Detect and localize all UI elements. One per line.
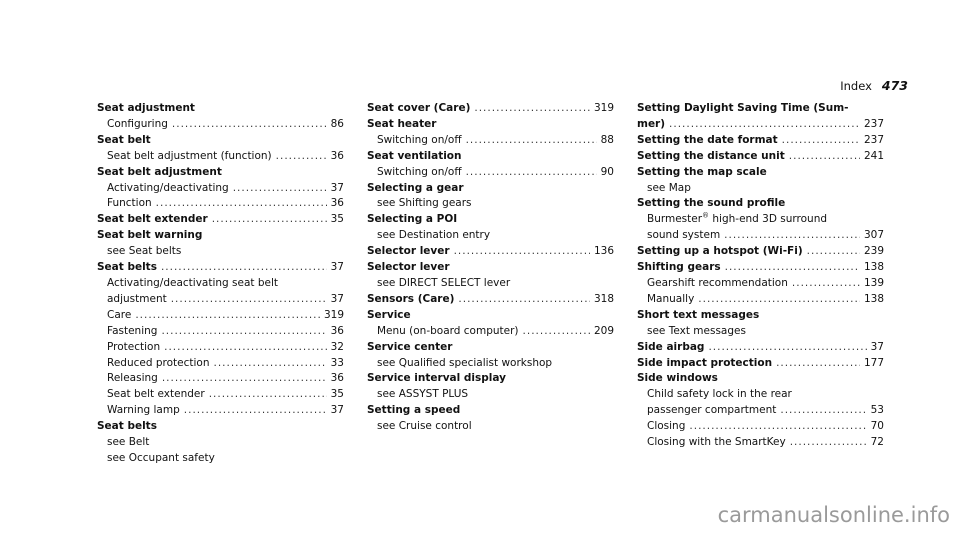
subentry-page: 36 xyxy=(330,149,344,162)
leader-dots xyxy=(212,212,327,228)
entry-title: Setting the sound profile xyxy=(637,197,786,210)
entry-title: Seat heater xyxy=(367,117,437,130)
entry-heading xyxy=(97,228,344,244)
index-column-1 xyxy=(97,101,344,467)
entry-heading xyxy=(637,260,884,276)
leader-dots xyxy=(776,356,860,372)
leader-dots xyxy=(698,292,860,308)
index-entry xyxy=(97,228,344,260)
subentry-text: Warning lamp xyxy=(107,404,180,417)
entry-title: Seat belts xyxy=(97,261,157,274)
index-entry xyxy=(637,196,884,244)
entry-title: Setting Daylight Saving Time (Sum- xyxy=(637,102,849,114)
entry-page: 237 xyxy=(863,133,884,146)
subentry-text xyxy=(647,212,827,228)
entry-title: Service interval display xyxy=(367,372,506,385)
entry-title: Service center xyxy=(367,340,453,353)
leader-dots xyxy=(466,133,597,149)
subentry-text: see Text messages xyxy=(647,324,746,337)
subentry-page: 36 xyxy=(330,324,344,337)
entry-page: 37 xyxy=(870,340,884,353)
entry-heading xyxy=(97,133,344,149)
page-number: 473 xyxy=(881,78,908,93)
entry-page: 319 xyxy=(593,102,614,114)
leader-dots xyxy=(725,260,860,276)
entry-title: Setting the date format xyxy=(637,133,778,146)
subentry-text: Closing with the SmartKey xyxy=(647,436,786,449)
leader-dots xyxy=(724,228,860,244)
entry-heading xyxy=(637,244,884,260)
subentry xyxy=(97,244,344,260)
leader-dots xyxy=(164,340,327,356)
subentry-text: passenger compartment xyxy=(647,404,777,417)
entry-heading xyxy=(637,117,884,133)
entry-title: Side impact protection xyxy=(637,356,773,369)
entry-page: 241 xyxy=(863,149,884,162)
leader-dots xyxy=(474,101,590,117)
leader-dots xyxy=(792,276,860,292)
subentry-page: 72 xyxy=(870,436,884,449)
subentry xyxy=(97,308,344,324)
entry-heading xyxy=(637,165,884,181)
index-entry xyxy=(367,371,614,403)
subentry-page: 37 xyxy=(330,404,344,417)
subentry-page: 36 xyxy=(330,372,344,385)
index-entry xyxy=(367,181,614,213)
entry-title: Seat adjustment xyxy=(97,102,195,114)
index-entry xyxy=(637,356,884,372)
entry-title: Side windows xyxy=(637,372,718,385)
subentry-page: 307 xyxy=(863,229,884,242)
leader-dots xyxy=(708,340,866,356)
index-entry xyxy=(367,117,614,149)
index-entry xyxy=(637,165,884,197)
entry-heading xyxy=(97,260,344,276)
subentry xyxy=(367,228,614,244)
subentry-text-part: high-end 3D surround xyxy=(709,213,828,226)
subentry-text: Care xyxy=(107,308,132,321)
index-entry xyxy=(97,101,344,133)
index-column-3 xyxy=(637,101,884,451)
subentry-page: 209 xyxy=(593,324,614,337)
subentry-text: Gearshift recommendation xyxy=(647,276,788,289)
subentry xyxy=(97,276,344,292)
leader-dots xyxy=(162,371,327,387)
entry-heading xyxy=(637,340,884,356)
subentry-text: Protection xyxy=(107,340,161,353)
leader-dots xyxy=(523,324,590,340)
subentry-text: see DIRECT SELECT lever xyxy=(377,276,511,289)
leader-dots xyxy=(689,419,866,435)
entry-heading xyxy=(97,165,344,181)
subentry-text: see ASSYST PLUS xyxy=(377,388,469,401)
entry-page: 239 xyxy=(863,245,884,258)
index-entry xyxy=(637,133,884,149)
entry-title: Selector lever xyxy=(367,245,450,258)
subentry-text: sound system xyxy=(647,229,721,242)
entry-page: 35 xyxy=(330,213,344,226)
subentry-text: Child safety lock in the rear xyxy=(647,388,792,401)
subentry xyxy=(367,324,614,340)
subentry xyxy=(637,276,884,292)
entry-heading xyxy=(367,292,614,308)
entry-title: Shifting gears xyxy=(637,261,721,274)
subentry-text: see Belt xyxy=(107,436,150,449)
subentry xyxy=(637,212,884,228)
subentry-page: 35 xyxy=(330,388,344,401)
entry-heading xyxy=(637,196,884,212)
entry-page: 136 xyxy=(593,245,614,258)
leader-dots xyxy=(172,117,327,133)
subentry-page: 53 xyxy=(870,404,884,417)
subentry xyxy=(637,228,884,244)
subentry-text: see Seat belts xyxy=(107,245,182,258)
subentry-text: Manually xyxy=(647,292,695,305)
entry-heading xyxy=(367,117,614,133)
subentry-text: Activating/deactivating seat belt xyxy=(107,276,279,289)
entry-title: Selecting a gear xyxy=(367,181,464,194)
subentry xyxy=(637,435,884,451)
entry-title: Selector lever xyxy=(367,261,450,274)
entry-heading xyxy=(367,308,614,324)
subentry-text: see Cruise control xyxy=(377,420,472,433)
leader-dots xyxy=(209,387,327,403)
index-entry xyxy=(367,212,614,244)
subentry-text: see Occupant safety xyxy=(107,451,215,464)
subentry xyxy=(97,403,344,419)
index-entry xyxy=(367,101,614,117)
entry-heading xyxy=(367,181,614,197)
entry-heading xyxy=(367,371,614,387)
entry-title: Setting up a hotspot (Wi-Fi) xyxy=(637,245,803,258)
entry-page: 318 xyxy=(593,292,614,305)
index-entry xyxy=(637,308,884,340)
subentry-page: 90 xyxy=(600,165,614,178)
index-entry xyxy=(367,244,614,260)
entry-title: Seat belt warning xyxy=(97,229,203,242)
index-entry xyxy=(367,292,614,308)
subentry xyxy=(637,403,884,419)
entry-title: Seat belt xyxy=(97,133,151,146)
leader-dots xyxy=(807,244,860,260)
index-entry xyxy=(97,419,344,467)
entry-title: Side airbag xyxy=(637,340,705,353)
page-header xyxy=(840,78,908,93)
entry-title: Seat belt extender xyxy=(97,213,208,226)
entry-heading xyxy=(97,212,344,228)
subentry xyxy=(367,356,614,372)
leader-dots xyxy=(161,260,327,276)
subentry-text: Reduced protection xyxy=(107,356,210,369)
leader-dots xyxy=(233,181,327,197)
entry-page: 37 xyxy=(330,261,344,274)
entry-page: 237 xyxy=(863,117,884,130)
subentry xyxy=(97,149,344,165)
index-column-2 xyxy=(367,101,614,435)
entry-title: Seat belts xyxy=(97,420,157,433)
subentry xyxy=(97,356,344,372)
leader-dots xyxy=(161,324,326,340)
index-entry xyxy=(637,260,884,308)
subentry xyxy=(637,419,884,435)
subentry-text: see Qualified specialist workshop xyxy=(377,356,553,369)
leader-dots xyxy=(135,308,320,324)
subentry xyxy=(97,324,344,340)
subentry-text: Switching on/off xyxy=(377,165,462,178)
subentry xyxy=(637,387,884,403)
entry-heading xyxy=(637,149,884,165)
index-entry xyxy=(367,260,614,292)
index-entry xyxy=(97,260,344,419)
subentry xyxy=(367,165,614,181)
entry-heading xyxy=(637,308,884,324)
index-entry xyxy=(97,165,344,213)
entry-heading xyxy=(637,371,884,387)
subentry xyxy=(97,117,344,133)
leader-dots xyxy=(789,149,860,165)
subentry-text: Switching on/off xyxy=(377,133,462,146)
leader-dots xyxy=(780,403,866,419)
index-entry xyxy=(367,340,614,372)
leader-dots xyxy=(790,435,867,451)
subentry-text: Seat belt extender xyxy=(107,388,205,401)
subentry-page: 33 xyxy=(330,356,344,369)
subentry-page: 319 xyxy=(323,308,344,321)
section-label: Index xyxy=(840,79,872,93)
subentry xyxy=(637,181,884,197)
entry-title: Seat belt adjustment xyxy=(97,165,222,178)
entry-title: Selecting a POI xyxy=(367,213,458,226)
index-entry xyxy=(367,403,614,435)
index-entry xyxy=(637,244,884,260)
subentry-text: Seat belt adjustment (function) xyxy=(107,149,272,162)
entry-heading xyxy=(97,101,344,117)
subentry xyxy=(97,435,344,451)
entry-heading xyxy=(367,244,614,260)
subentry-page: 36 xyxy=(330,197,344,210)
leader-dots xyxy=(466,165,597,181)
entry-title: Short text messages xyxy=(637,308,760,321)
subentry-text: see Map xyxy=(647,181,691,194)
subentry-text: Releasing xyxy=(107,372,158,385)
subentry xyxy=(637,324,884,340)
leader-dots xyxy=(213,356,326,372)
entry-title: Seat ventilation xyxy=(367,149,462,162)
subentry-page: 32 xyxy=(330,340,344,353)
subentry-text: see Shifting gears xyxy=(377,197,472,210)
entry-heading xyxy=(367,212,614,228)
subentry-text: adjustment xyxy=(107,292,167,305)
subentry xyxy=(97,451,344,467)
entry-title: Service xyxy=(367,308,411,321)
index-entry xyxy=(97,212,344,228)
subentry xyxy=(367,276,614,292)
leader-dots xyxy=(669,117,860,133)
subentry-text: Configuring xyxy=(107,117,168,130)
subentry-page: 88 xyxy=(600,133,614,146)
subentry xyxy=(97,387,344,403)
subentry-page: 139 xyxy=(863,276,884,289)
subentry-page: 70 xyxy=(870,420,884,433)
subentry xyxy=(367,133,614,149)
index-entry xyxy=(97,133,344,165)
entry-heading xyxy=(367,403,614,419)
leader-dots xyxy=(454,244,590,260)
entry-heading xyxy=(367,260,614,276)
subentry-text: Function xyxy=(107,197,152,210)
entry-title: Setting the distance unit xyxy=(637,149,785,162)
leader-dots xyxy=(156,196,327,212)
leader-dots xyxy=(171,292,327,308)
watermark: carmanualsonline.info xyxy=(717,503,950,527)
subentry xyxy=(367,196,614,212)
subentry-text: Fastening xyxy=(107,324,158,337)
entry-page: 138 xyxy=(863,261,884,274)
subentry xyxy=(367,387,614,403)
entry-heading xyxy=(637,356,884,372)
subentry-page: 37 xyxy=(330,292,344,305)
subentry-text: Menu (on-board computer) xyxy=(377,324,519,337)
leader-dots xyxy=(458,292,590,308)
index-entry xyxy=(637,340,884,356)
entry-title: Setting the map scale xyxy=(637,165,767,178)
leader-dots xyxy=(184,403,327,419)
entry-heading xyxy=(97,419,344,435)
subentry-text: Activating/deactivating xyxy=(107,181,229,194)
subentry-page: 138 xyxy=(863,292,884,305)
entry-page: 177 xyxy=(863,356,884,369)
entry-heading xyxy=(367,101,614,117)
subentry-text-part: Burmester xyxy=(647,213,703,226)
registered-mark: ® xyxy=(702,211,710,220)
subentry xyxy=(97,292,344,308)
leader-dots xyxy=(782,133,860,149)
index-entry xyxy=(367,308,614,340)
subentry xyxy=(97,196,344,212)
entry-title: Seat cover (Care) xyxy=(367,102,471,114)
entry-heading xyxy=(367,149,614,165)
index-entry xyxy=(637,101,884,117)
entry-title: Sensors (Care) xyxy=(367,292,455,305)
entry-title: mer) xyxy=(637,117,666,130)
subentry xyxy=(97,371,344,387)
subentry-page: 37 xyxy=(330,181,344,194)
subentry xyxy=(97,181,344,197)
entry-heading xyxy=(367,340,614,356)
index-entry xyxy=(637,371,884,451)
entry-heading xyxy=(637,133,884,149)
leader-dots xyxy=(276,149,327,165)
index-entry xyxy=(367,149,614,181)
subentry xyxy=(367,419,614,435)
index-entry xyxy=(637,117,884,133)
entry-title: Setting a speed xyxy=(367,404,461,417)
subentry-text: see Destination entry xyxy=(377,229,491,242)
subentry-page: 86 xyxy=(330,117,344,130)
subentry xyxy=(637,292,884,308)
subentry xyxy=(97,340,344,356)
subentry-text: Closing xyxy=(647,420,686,433)
entry-heading xyxy=(637,101,884,117)
index-entry xyxy=(637,149,884,165)
